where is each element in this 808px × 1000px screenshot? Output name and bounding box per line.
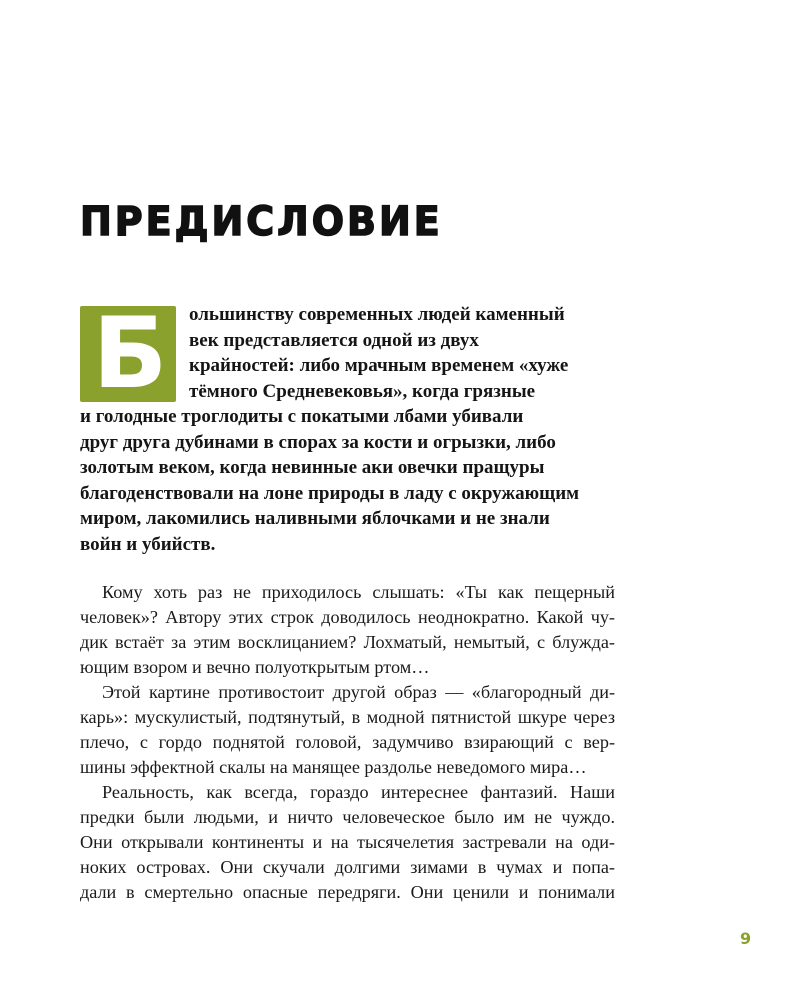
lead-line: тёмного Средневековья», когда грязные: [189, 381, 536, 402]
lead-line: золотым веком, когда невинные аки овечки пращуры: [80, 457, 545, 478]
body-line: карь»: мускулистый, подтянутый, в модной пятнистой шкуре через: [80, 707, 615, 727]
lead-line: войн и убийств.: [80, 534, 216, 555]
lead-line: друг друга дубинами в спорах за кости и огрызки, либо: [80, 432, 556, 453]
body-line: ноких островах. Они скучали долгими зимами в чумах и попа-: [80, 857, 615, 877]
page-number: 9: [740, 929, 752, 948]
body-line: ющим взором и вечно полуоткрытым ртом…: [80, 657, 430, 677]
body-line: предки были людьми, и ничто человеческое было им не чуждо.: [80, 807, 615, 827]
lead-line: крайностей: либо мрачным временем «хуже: [189, 355, 569, 376]
body-line: Этой картине противостоит другой образ — «благородный ди-: [102, 682, 615, 702]
lead-line: век представляется одной из двух: [189, 330, 479, 351]
body-line: Реальность, как всегда, гораздо интереснее фантазий. Наши: [102, 782, 615, 802]
lead-line: ольшинству современных людей каменный: [189, 304, 565, 325]
body-line: Они открывали континенты и на тысячелетия застревали на оди-: [80, 832, 615, 852]
drop-cap: [80, 297, 176, 411]
chapter-title: ПРЕДИСЛОВИЕ: [80, 198, 443, 245]
body-line: плечо, с гордо поднятой головой, задумчиво взирающий с вер-: [80, 732, 615, 752]
body-line: дали в смертельно опасные передряги. Они ценили и понимали: [80, 882, 615, 902]
lead-line: благоденствовали на лоне природы в ладу с окружающим: [80, 483, 580, 504]
body-line: дик встаёт за этим восклицанием? Лохматый, немытый, с блужда-: [80, 632, 615, 652]
drop-cap-letter: Б: [92, 297, 168, 411]
lead-line: миром, лакомились наливными яблочками и не знали: [80, 508, 550, 529]
body-line: человек»? Автору этих строк доводилось неоднократно. Какой чу-: [80, 607, 615, 627]
body-line: Кому хоть раз не приходилось слышать: «Ты как пещерный: [102, 582, 615, 602]
lead-line: и голодные троглодиты с покатыми лбами убивали: [80, 406, 524, 427]
body-line: шины эффектной скалы на манящее раздолье неведомого мира…: [80, 757, 587, 777]
